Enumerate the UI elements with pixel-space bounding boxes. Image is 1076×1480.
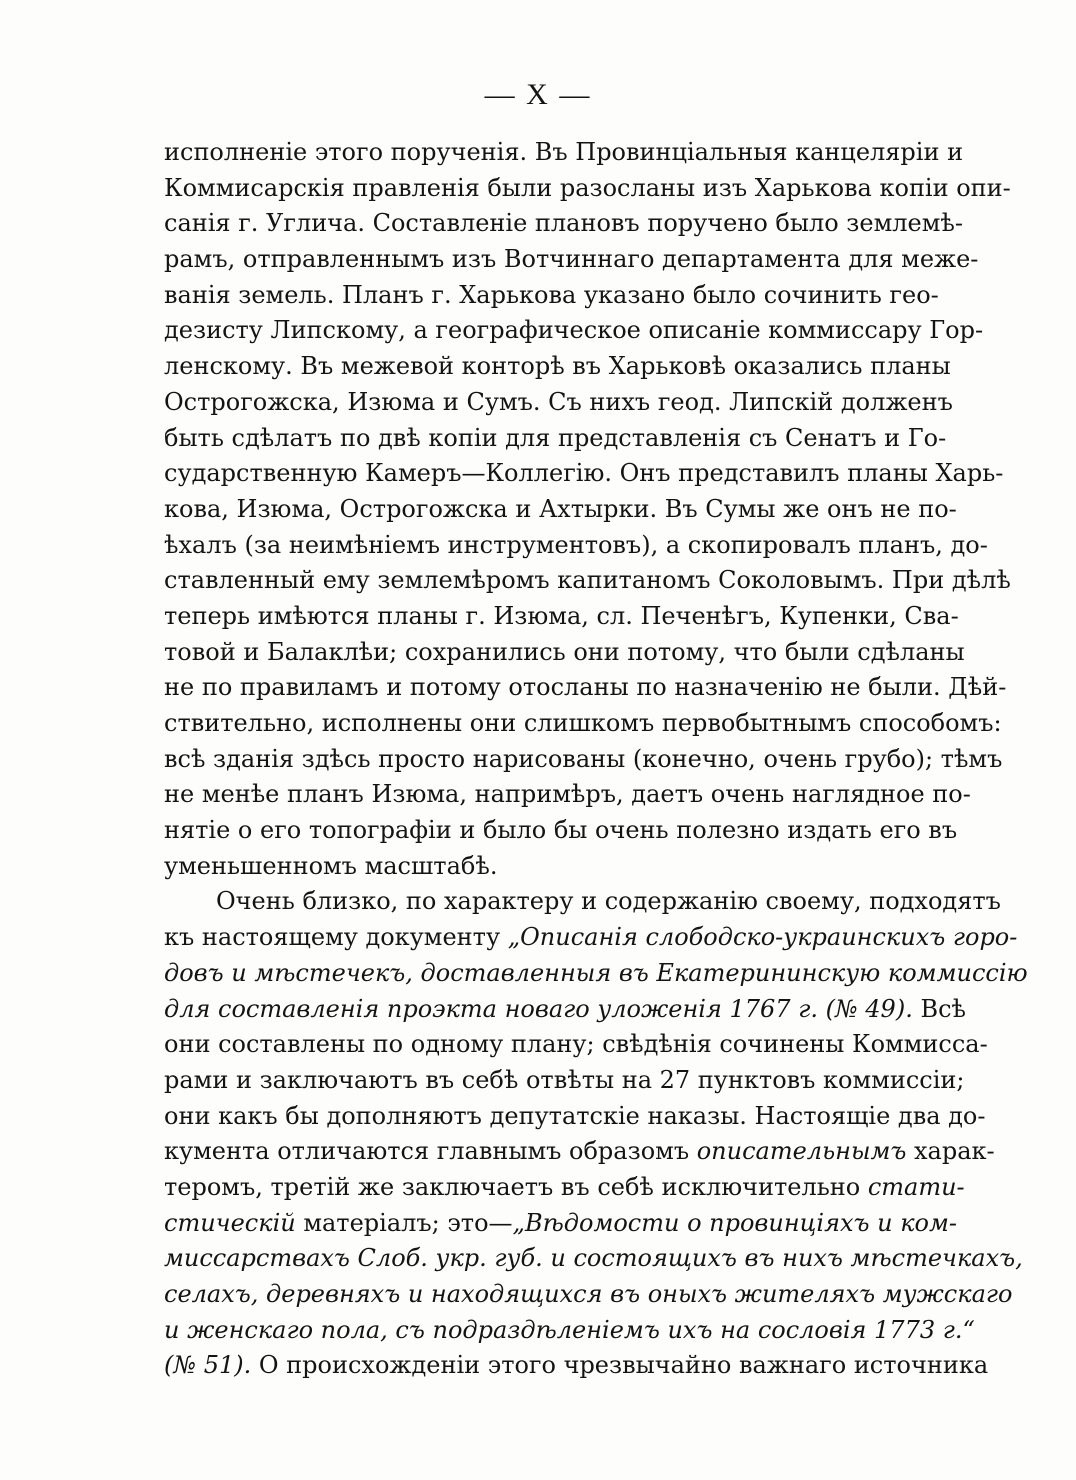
italic-text-segment: довъ и мѣстечекъ, доставленныя въ Екатерининскую коммиссію — [164, 958, 1028, 987]
text-line — [164, 956, 1028, 992]
text-segment: Острогожска, Изюма и Сумъ. Съ нихъ геод. Липскій долженъ — [164, 387, 953, 416]
text-segment: ленскому. Въ межевой конторѣ въ Харьковѣ оказались планы — [164, 352, 951, 381]
italic-text-segment: для составленія проэкта новаго уложенія 1767 г. (№ 49). — [164, 994, 913, 1023]
text-line — [164, 813, 958, 849]
italic-text-segment: селахъ, деревняхъ и находящихся въ оныхъ жителяхъ мужскаго — [164, 1280, 1013, 1308]
text-segment: къ настоящему документу — [164, 923, 508, 952]
text-line — [164, 135, 964, 171]
text-segment: кумента отличаются главнымъ образомъ — [164, 1137, 697, 1166]
text-segment: Коммисарскія правленія были разосланы изъ Харькова копіи опи- — [164, 173, 1011, 202]
text-segment: быть сдѣлатъ по двѣ копіи для представленія съ Сенатъ и Го- — [164, 423, 947, 452]
text-segment: они какъ бы дополняютъ депутатскіе наказы. Настоящіе два до- — [164, 1101, 986, 1130]
text-segment: Всѣ — [912, 994, 967, 1023]
text-line — [164, 1170, 965, 1206]
italic-text-segment: „Вѣдомости о провинціяхъ и ком- — [512, 1208, 958, 1237]
text-line — [164, 528, 988, 564]
page-number: — X — — [484, 78, 592, 111]
text-line — [164, 206, 963, 242]
text-segment: ѣхалъ (за неимѣніемъ инструментовъ), а скопировалъ планъ, до- — [164, 530, 988, 559]
text-line — [164, 777, 971, 813]
italic-text-segment: стическій — [164, 1208, 296, 1237]
text-line — [164, 1134, 995, 1170]
text-segment: рами и заключаютъ въ себѣ отвѣты на 27 пунктовъ коммиссіи; — [164, 1065, 965, 1094]
italic-text-segment: миссарствахъ Слоб. укр. губ. и состоящихъ въ нихъ мѣстечкахъ, — [164, 1244, 1023, 1273]
text-line — [164, 1241, 1023, 1277]
text-segment: харак- — [906, 1137, 995, 1166]
text-line — [164, 313, 984, 349]
text-segment: теперь имѣются планы г. Изюма, сл. Печенѣгъ, Купенки, Сва- — [164, 601, 959, 630]
text-segment: теромъ, третій же заключаетъ въ себѣ исключительно — [164, 1172, 868, 1201]
text-line — [164, 599, 959, 635]
text-segment: всѣ зданія здѣсь просто нарисованы (конечно, очень грубо); тѣмъ — [164, 744, 1003, 773]
text-segment: не по правиламъ и потому отосланы по назначенію не были. Дѣй- — [164, 673, 1007, 702]
text-line — [164, 1348, 989, 1384]
text-line — [164, 563, 1011, 599]
body-text — [164, 135, 1028, 1384]
text-segment: О происхожденіи этого чрезвычайно важнаго источника — [251, 1351, 989, 1380]
text-segment: уменьшенномъ масштабѣ. — [164, 851, 498, 880]
text-segment: рамъ, отправленнымъ изъ Вотчиннаго департамента для меже- — [164, 245, 979, 274]
text-line — [164, 1027, 988, 1063]
text-segment: дезисту Липскому, а географическое описаніе коммиссару Гор- — [164, 316, 984, 345]
text-segment: они составлены по одному плану; свѣдѣнія сочинены Коммиссa- — [164, 1030, 988, 1059]
text-segment: товой и Балаклѣи; сохранились они потому, что были сдѣланы — [164, 637, 965, 666]
text-line — [164, 635, 965, 671]
text-line — [164, 171, 1011, 207]
text-line — [164, 385, 953, 421]
text-line — [164, 884, 1001, 920]
text-line — [164, 242, 979, 278]
italic-text-segment: описательнымъ — [696, 1137, 907, 1166]
text-line — [164, 992, 967, 1028]
italic-text-segment: „Описанія слободско-украинскихъ горо- — [507, 923, 1018, 952]
text-line — [164, 670, 1007, 706]
text-line — [164, 849, 916, 885]
text-line — [164, 1277, 1013, 1313]
text-line — [164, 421, 947, 457]
text-line — [164, 1313, 975, 1349]
italic-text-segment: (№ 51). — [164, 1351, 252, 1380]
text-line — [164, 1063, 965, 1099]
text-segment: нятіе о его топографіи и было бы очень полезно издать его въ — [164, 816, 958, 845]
text-segment: ванія земель. Планъ г. Харькова указано было сочинить гео- — [164, 280, 939, 309]
text-line — [164, 1206, 958, 1242]
text-line — [164, 278, 939, 314]
text-segment: сударственную Камеръ—Коллегію. Онъ представилъ планы Харь- — [164, 459, 1004, 488]
text-line — [164, 456, 1004, 492]
text-line — [164, 492, 957, 528]
italic-text-segment: и женскаго пола, съ подраздѣленіемъ ихъ на сословія 1773 г.“ — [164, 1315, 975, 1344]
italic-text-segment: стати- — [867, 1172, 965, 1201]
text-segment: не менѣе планъ Изюма, напримѣръ, даетъ очень наглядное по- — [164, 780, 971, 809]
text-segment: ствительно, исполнены они слишкомъ первобытнымъ способомъ: — [164, 709, 1002, 737]
text-line — [164, 920, 1018, 956]
text-segment: ставленный ему землемѣромъ капитаномъ Соколовымъ. При дѣлѣ — [164, 566, 1011, 595]
text-segment: кова, Изюма, Острогожска и Ахтырки. Въ Сумы же онъ не по- — [164, 494, 957, 523]
text-line — [164, 706, 1002, 742]
text-segment: исполненіе этого порученія. Въ Провинціальныя канцеляріи и — [164, 138, 964, 166]
text-line — [164, 742, 1003, 778]
text-segment: санія г. Углича. Составленіе плановъ поручено было землемѣ- — [164, 209, 963, 238]
text-line — [164, 349, 951, 385]
text-segment: матеріалъ; это— — [295, 1208, 513, 1237]
text-line — [164, 1099, 986, 1135]
text-segment: Очень близко, по характеру и содержанію своему, подходятъ — [216, 887, 1001, 916]
